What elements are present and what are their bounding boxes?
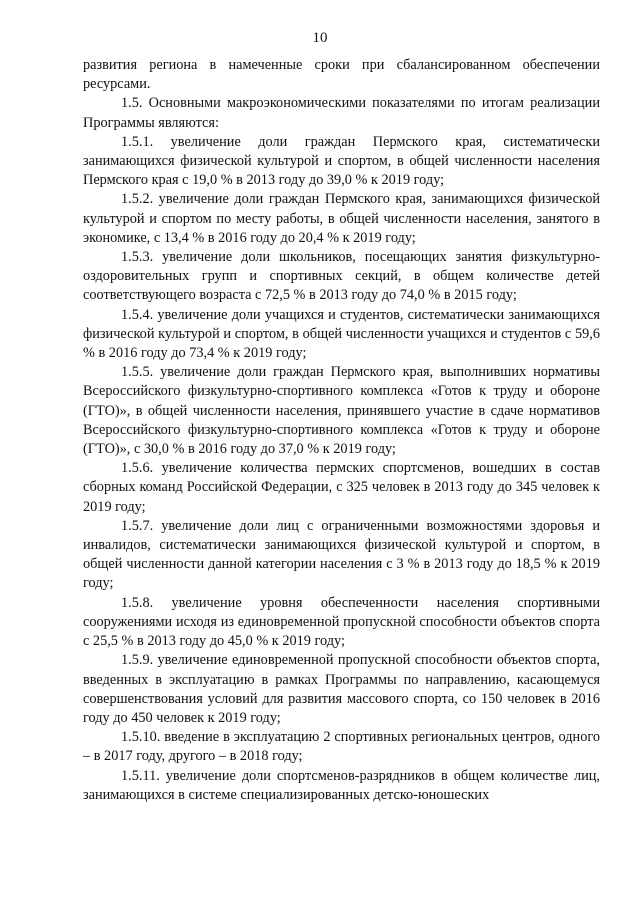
paragraph-1-5-11: 1.5.11. увеличение доли спортсменов-разрядников в общем количестве лиц, занимающихся в системе специализированных детско-юношеских xyxy=(83,767,600,803)
paragraph-1-5-7: 1.5.7. увеличение доли лиц с ограниченными возможностями здоровья и инвалидов, систематически занимающихся физической культурой и спортом, в общей численности данной категории населения с 3 % в 2013 году до 18,5 % к 2019 году; xyxy=(83,517,600,592)
paragraph-1-5-5: 1.5.5. увеличение доли граждан Пермского края, выполнивших нормативы Всероссийского физкультурно-спортивного комплекса «Готов к труду и обороне (ГТО)», в общей численности населения, принявшего участие в сдаче нормативов Всероссийского физкультурно-спортивного комплекса «Готов к труду и обороне (ГТО)», с 30,0 % в 2016 году до 37,0 % к 2019 году; xyxy=(83,364,600,458)
paragraph-continuation: развития региона в намеченные сроки при сбалансированном обеспечении ресурсами. xyxy=(83,57,600,93)
page-number: 10 xyxy=(312,30,328,46)
paragraph-1-5-4: 1.5.4. увеличение доли учащихся и студентов, систематически занимающихся физической культурой и спортом, в общей численности учащихся и студентов с 59,6 % в 2016 году до 73,4 % к 2019 году; xyxy=(83,306,600,362)
paragraph-1-5: 1.5. Основными макроэкономическими показателями по итогам реализации Программы являются: xyxy=(83,95,600,131)
paragraph-1-5-3: 1.5.3. увеличение доли школьников, посещающих занятия физкультурно-оздоровительных групп и спортивных секций, в общем количестве детей соответствующего возраста с 72,5 % в 2013 году до 74,0 % в 2015 году; xyxy=(83,249,600,304)
paragraph-1-5-9: 1.5.9. увеличение единовременной пропускной способности объектов спорта, введенных в эксплуатацию в рамках Программы по направлению, касающемуся совершенствования условий для развития массового спорта, со 150 человек в 2016 году до 450 человек к 2019 году; xyxy=(83,652,600,726)
paragraph-1-5-2: 1.5.2. увеличение доли граждан Пермского края, занимающихся физической культурой и спортом по месту работы, в общей численности населения, занятого в экономике, с 13,4 % в 2016 году до 20,4 % к 2019 году; xyxy=(83,191,600,246)
paragraph-1-5-6: 1.5.6. увеличение количества пермских спортсменов, вошедших в состав сборных команд Российской Федерации, с 325 человек в 2013 году до 345 человек к 2019 году; xyxy=(83,460,600,515)
paragraph-1-5-10: 1.5.10. введение в эксплуатацию 2 спортивных региональных центров, одного – в 2017 году, другого – в 2018 году; xyxy=(83,729,600,765)
paragraph-1-5-1: 1.5.1. увеличение доли граждан Пермского края, систематически занимающихся физической культурой и спортом, в общей численности населения Пермского края с 19,0 % в 2013 году до 39,0 % к 2019 году; xyxy=(83,133,600,189)
document-body xyxy=(83,56,600,805)
paragraph-1-5-8: 1.5.8. увеличение уровня обеспеченности населения спортивными сооружениями исходя из единовременной пропускной способности объектов спорта с 25,5 % в 2013 году до 45,0 % к 2019 году; xyxy=(83,594,600,650)
